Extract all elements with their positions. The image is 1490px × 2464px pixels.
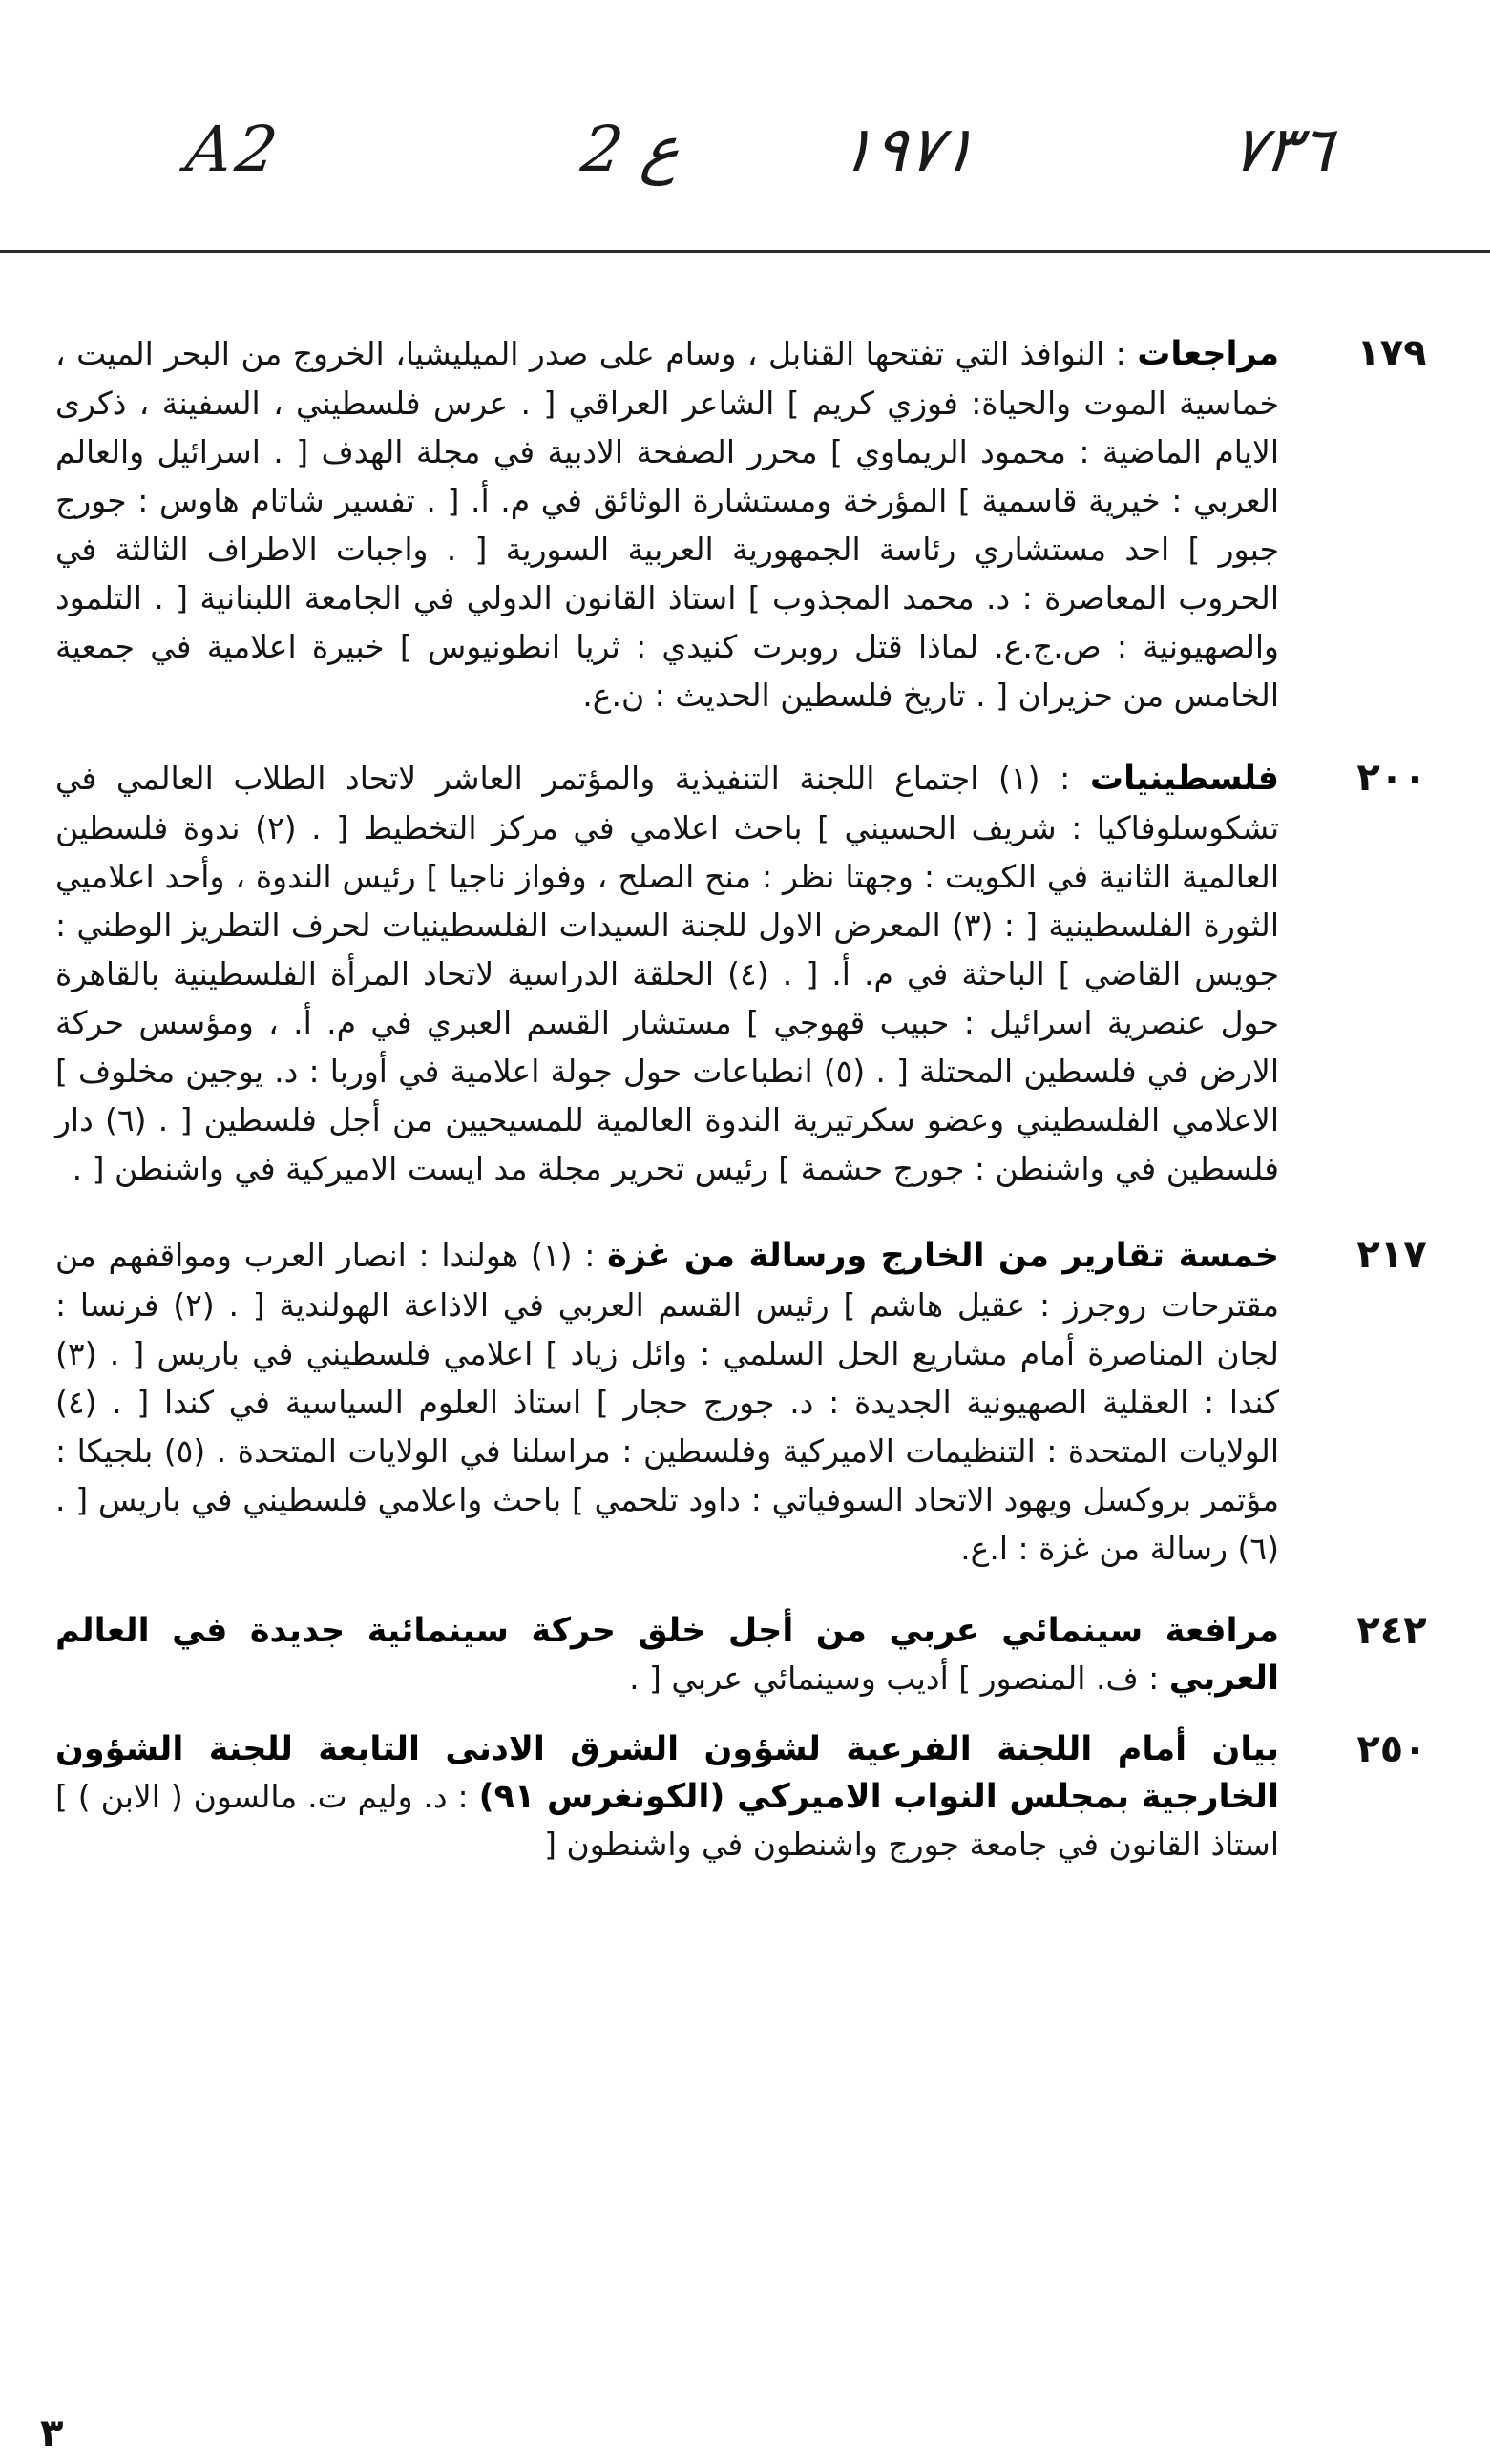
handwritten-code: A2 [181,113,286,186]
header-divider [0,250,1490,253]
entry-page-number: ٢٤٢ [1356,1609,1427,1653]
entry-body: : ف. المنصور ] أديب وسينمائي عربي [ . [629,1660,1160,1697]
entry-title: خمسة تقارير من الخارج ورسالة من غزة [607,1237,1279,1275]
entry-body: : د. وليم ت. مالسون ( الابن ) ] استاذ القانون في جامعة جورج واشنطون في واشنطون [ [55,1778,1279,1863]
entry-title: مرافعة سينمائي عربي من أجل خلق حركة سينمائية جديدة في العالم العربي [55,1612,1279,1698]
contents-list [55,329,1449,1869]
entry-title: بيان أمام اللجنة الفرعية لشؤون الشرق الادنى التابعة للجنة الشؤون الخارجية بمجلس النواب الاميركي (الكونغرس ٩١) [55,1730,1279,1816]
contents-entry [55,1607,1449,1702]
entry-body: : (١) هولندا : انصار العرب ومواقفهم من مقترحات روجرز : عقيل هاشم ] رئيس القسم العربي في الاذاعة الهولندية [ . (٢) فرنسا : لجان المناصرة أمام مشاريع الحل السلمي : وائل زياد ] اعلامي فلسطيني في باريس [ . (٣) كندا : العقلية الصهيونية الجديدة : د. جورج حجار ] استاذ العلوم السياسية في كندا [ . (٤) الولايات المتحدة : التنظيمات الاميركية وفلسطين : مراسلنا في الولايات المتحدة . (٥) بلجيكا : مؤتمر بروكسل ويهود الاتحاد السوفياتي : داود تلحمي ] باحث واعلامي فلسطيني في باريس [ . (٦) رسالة من غزة : ا.ع. [55,1237,1280,1567]
page-number: ٣ [40,2412,64,2455]
entry-body: : (١) اجتماع اللجنة التنفيذية والمؤتمر العاشر لاتحاد الطلاب العالمي في تشكوسلوفاكيا : شريف الحسيني ] باحث اعلامي في مركز التخطيط [ . (٢) ندوة فلسطين العالمية الثانية في الكويت : وجهتا نظر : منح الصلح ، وفواز ناجيا ] رئيس الندوة ، وأحد اعلاميي الثورة الفلسطينية [ : (٣) المعرض الاول للجنة السيدات الفلسطينيات لحرف التطريز الوطني : جويس القاضي ] الباحثة في م. أ. [ . (٤) الحلقة الدراسية لاتحاد المرأة الفلسطينية بالقاهرة حول عنصرية اسرائيل : حبيب قهوجي ] مستشار القسم العبري في م. أ. ، ومؤسس حركة الارض في فلسطين المحتلة [ . (٥) انطباعات حول جولة اعلامية في أوربا : د. يوجين مخلوف ] الاعلامي الفلسطيني وعضو سكرتيرية الندوة العالمية للمسيحيين من أجل فلسطين [ . (٦) دار فلسطين في واشنطن : جورج حشمة ] رئيس تحرير مجلة مد ايست الاميركية في واشنطن [ . [55,760,1280,1187]
entry-page-number: ٢٠٠ [1356,756,1427,800]
entry-page-number: ٢١٧ [1356,1233,1427,1277]
entry-page-number: ١٧٩ [1356,331,1427,375]
entry-text [55,754,1279,1193]
contents-entry [55,1231,1449,1573]
entry-page-number: ٢٥٠ [1356,1727,1427,1771]
entry-title: مراجعات [1137,335,1279,373]
handwritten-number: ٧٣٦ [1226,113,1338,186]
entry-title: فلسطينيات [1089,760,1279,798]
entry-body: : النوافذ التي تفتحها القنابل ، وسام على صدر الميليشيا، الخروج من البحر الميت ، خماسية الموت والحياة: فوزي كريم ] الشاعر العراقي [ . عرس فلسطيني ، السفينة ، ذكرى الايام الماضية : محمود الريماوي ] محرر الصفحة الادبية في مجلة الهدف [ . اسرائيل والعالم العربي : خيرية قاسمية ] المؤرخة ومستشارة الوثائق في م. أ. [ . تفسير شاتام هاوس : جورج جبور ] احد مستشاري رئاسة الجمهورية العربية السورية [ . واجبات الاطراف الثالثة في الحروب المعاصرة : د. محمد المجذوب ] استاذ القانون الدولي في الجامعة اللبنانية [ . التلمود والصهيونية : ص.ج.ع. لماذا قتل روبرت كنيدي : ثريا انطونيوس ] خبيرة اعلامية في جمعية الخامس من حزيران [ . تاريخ فلسطين الحديث : ن.ع. [55,335,1279,714]
contents-entry [55,329,1449,720]
entry-text [55,1725,1279,1869]
handwritten-issue: 2 ع [577,113,685,186]
contents-entry [55,1725,1449,1869]
handwritten-year: ١٩٧١ [834,113,981,186]
entry-text [55,1607,1279,1702]
contents-entry [55,754,1449,1193]
entry-text [55,1231,1279,1573]
entry-text [55,329,1279,720]
